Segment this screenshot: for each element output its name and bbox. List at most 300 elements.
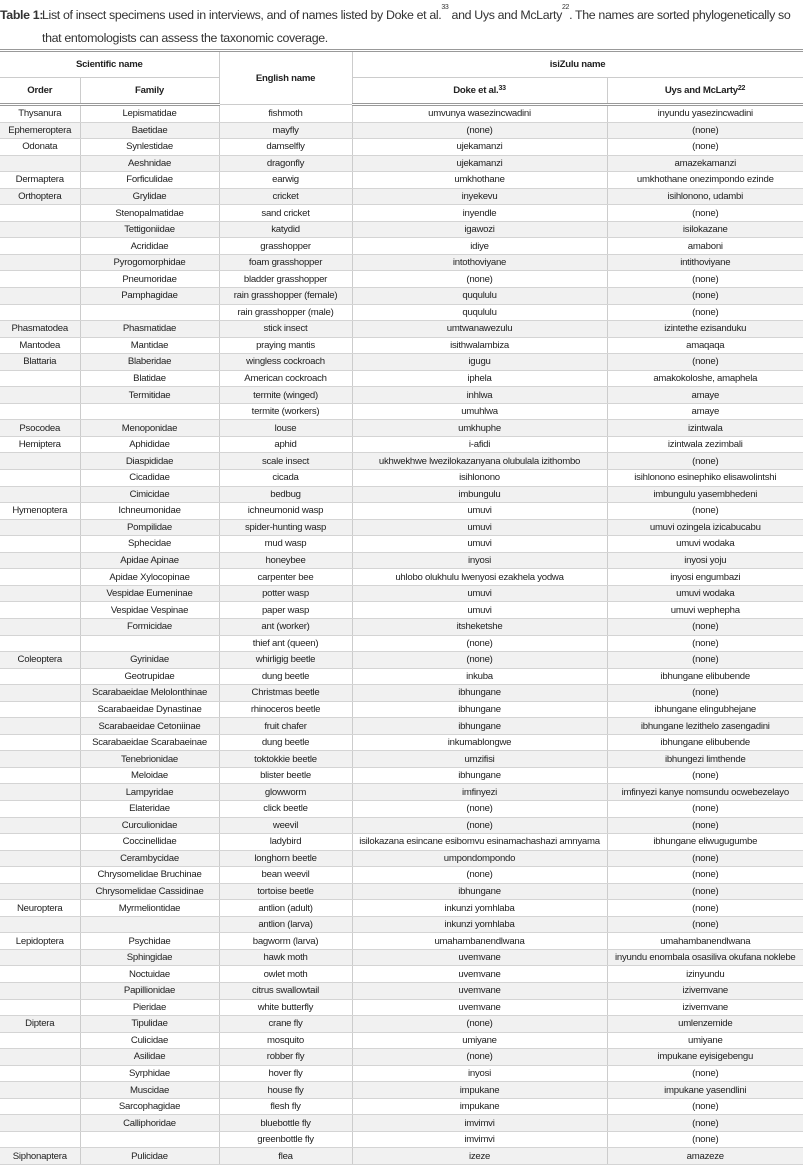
table-row <box>0 370 803 387</box>
cell-uys-name: amazekamanzi <box>607 155 803 172</box>
table-row <box>0 139 803 156</box>
cell-order <box>0 751 80 768</box>
cell-family: Chrysomelidae Bruchinae <box>80 867 219 884</box>
cell-uys-name: izivemvane <box>607 999 803 1016</box>
table-row <box>0 569 803 586</box>
cell-doke-name: igawozi <box>352 221 607 238</box>
table-row <box>0 1082 803 1099</box>
cell-uys-name: isihlonono, udambi <box>607 188 803 205</box>
cell-doke-name: (none) <box>352 1016 607 1033</box>
cell-english-name: bladder grasshopper <box>219 271 352 288</box>
table-row <box>0 321 803 338</box>
cell-doke-name: ibhungane <box>352 701 607 718</box>
cell-uys-name: (none) <box>607 122 803 139</box>
table-row <box>0 122 803 139</box>
cell-family: Asilidae <box>80 1049 219 1066</box>
cell-uys-name: umiyane <box>607 1032 803 1049</box>
cell-order <box>0 668 80 685</box>
table-row <box>0 221 803 238</box>
cell-doke-name: (none) <box>352 122 607 139</box>
cell-uys-name: inyosi yoju <box>607 552 803 569</box>
cell-uys-name: umuvi wodaka <box>607 536 803 553</box>
cell-uys-name: umuvi wephepha <box>607 602 803 619</box>
cell-doke-name: idiye <box>352 238 607 255</box>
cell-family: Myrmeliontidae <box>80 900 219 917</box>
cell-doke-name: umiyane <box>352 1032 607 1049</box>
table-row <box>0 1065 803 1082</box>
cell-uys-name: (none) <box>607 685 803 702</box>
cell-doke-name: ibhungane <box>352 685 607 702</box>
cell-doke-name: inkuba <box>352 668 607 685</box>
cell-family: Lepismatidae <box>80 105 219 123</box>
cell-family: Pompilidae <box>80 519 219 536</box>
cell-english-name: house fly <box>219 1082 352 1099</box>
table-row <box>0 238 803 255</box>
table-row <box>0 172 803 189</box>
cell-doke-name: umahambanendlwana <box>352 933 607 950</box>
cell-order: Hymenoptera <box>0 503 80 520</box>
cell-order <box>0 982 80 999</box>
table-row <box>0 205 803 222</box>
table-row <box>0 767 803 784</box>
cell-family <box>80 1131 219 1148</box>
cell-family: Apidae Xylocopinae <box>80 569 219 586</box>
header-family: Family <box>80 78 219 105</box>
table-row <box>0 403 803 420</box>
cell-order <box>0 685 80 702</box>
cell-order: Odonata <box>0 139 80 156</box>
cell-english-name: mud wasp <box>219 536 352 553</box>
table-row <box>0 602 803 619</box>
cell-family: Tenebrionidae <box>80 751 219 768</box>
cell-order <box>0 238 80 255</box>
cell-order <box>0 834 80 851</box>
cell-english-name: dragonfly <box>219 155 352 172</box>
table-row <box>0 817 803 834</box>
cell-uys-name: (none) <box>607 304 803 321</box>
table-row <box>0 784 803 801</box>
table-row <box>0 668 803 685</box>
cell-order <box>0 205 80 222</box>
header-scientific-name: Scientific name <box>0 51 219 78</box>
cell-doke-name: umtwanawezulu <box>352 321 607 338</box>
cell-family: Blaberidae <box>80 354 219 371</box>
table-row <box>0 635 803 652</box>
cell-doke-name: umuvi <box>352 519 607 536</box>
cell-doke-name: imvimvi <box>352 1131 607 1148</box>
table-row <box>0 420 803 437</box>
cell-doke-name: uvemvane <box>352 982 607 999</box>
cell-doke-name: (none) <box>352 635 607 652</box>
table-row <box>0 900 803 917</box>
cell-order <box>0 1032 80 1049</box>
cell-uys-name: umlenzemide <box>607 1016 803 1033</box>
cell-english-name: honeybee <box>219 552 352 569</box>
cell-order <box>0 767 80 784</box>
cell-uys-name: inyundu enombala osasiliva okufana noklebe <box>607 949 803 966</box>
cell-order <box>0 387 80 404</box>
cell-order: Blattaria <box>0 354 80 371</box>
cell-uys-name: ibhungezi limthende <box>607 751 803 768</box>
cell-order: Hemiptera <box>0 436 80 453</box>
cell-order: Coleoptera <box>0 652 80 669</box>
table-row <box>0 552 803 569</box>
cell-english-name: praying mantis <box>219 337 352 354</box>
table-row <box>0 1032 803 1049</box>
table-row <box>0 867 803 884</box>
cell-uys-name: amakokoloshe, amaphela <box>607 370 803 387</box>
table-row <box>0 519 803 536</box>
table-row <box>0 536 803 553</box>
cell-uys-name: ibhungane lezithelo zasengadini <box>607 718 803 735</box>
insect-names-table <box>0 49 803 1165</box>
cell-doke-name: inyosi <box>352 552 607 569</box>
cell-english-name: cricket <box>219 188 352 205</box>
table-row <box>0 188 803 205</box>
cell-family: Aeshnidae <box>80 155 219 172</box>
cell-uys-name: (none) <box>607 271 803 288</box>
cell-doke-name: uhlobo olukhulu lwenyosi ezakhela yodwa <box>352 569 607 586</box>
cell-english-name: aphid <box>219 436 352 453</box>
cell-english-name: thief ant (queen) <box>219 635 352 652</box>
cell-english-name: spider-hunting wasp <box>219 519 352 536</box>
table-row <box>0 453 803 470</box>
cell-family <box>80 635 219 652</box>
caption-text: List of insect specimens used in interviews, and of names listed by Doke et al. <box>42 8 442 22</box>
reference-superscript: 33 <box>441 4 449 11</box>
caption-text: and Uys and McLarty <box>448 8 562 22</box>
cell-family: Tettigoniidae <box>80 221 219 238</box>
cell-doke-name: umuvi <box>352 602 607 619</box>
cell-order <box>0 602 80 619</box>
table-row <box>0 288 803 305</box>
cell-english-name: katydid <box>219 221 352 238</box>
table-row <box>0 718 803 735</box>
table-row <box>0 486 803 503</box>
cell-doke-name: impukane <box>352 1098 607 1115</box>
cell-order: Dermaptera <box>0 172 80 189</box>
cell-english-name: mosquito <box>219 1032 352 1049</box>
cell-order: Orthoptera <box>0 188 80 205</box>
cell-english-name: scale insect <box>219 453 352 470</box>
cell-uys-name: impukane yasendlini <box>607 1082 803 1099</box>
cell-english-name: sand cricket <box>219 205 352 222</box>
cell-family: Tipulidae <box>80 1016 219 1033</box>
table-row <box>0 1131 803 1148</box>
cell-english-name: flesh fly <box>219 1098 352 1115</box>
table-row <box>0 271 803 288</box>
table-row <box>0 436 803 453</box>
cell-family: Blatidae <box>80 370 219 387</box>
cell-english-name: fishmoth <box>219 105 352 123</box>
cell-order <box>0 254 80 271</box>
cell-doke-name: (none) <box>352 271 607 288</box>
cell-family: Pulicidae <box>80 1148 219 1165</box>
cell-order <box>0 453 80 470</box>
table-row <box>0 734 803 751</box>
table-row <box>0 701 803 718</box>
cell-english-name: carpenter bee <box>219 569 352 586</box>
cell-order <box>0 734 80 751</box>
cell-order <box>0 916 80 933</box>
cell-english-name: ladybird <box>219 834 352 851</box>
cell-uys-name: impukane eyisigebengu <box>607 1049 803 1066</box>
cell-doke-name: inkunzi yomhlaba <box>352 900 607 917</box>
cell-family <box>80 304 219 321</box>
cell-doke-name: itsheketshe <box>352 618 607 635</box>
caption-text-line1 <box>42 4 790 27</box>
cell-order <box>0 585 80 602</box>
cell-order: Psocodea <box>0 420 80 437</box>
header-isizulu-name: isiZulu name <box>352 51 803 78</box>
cell-doke-name: quqululu <box>352 288 607 305</box>
cell-doke-name: quqululu <box>352 304 607 321</box>
cell-family: Noctuidae <box>80 966 219 983</box>
cell-order <box>0 718 80 735</box>
cell-family: Ichneumonidae <box>80 503 219 520</box>
cell-english-name: bagworm (larva) <box>219 933 352 950</box>
cell-uys-name: amaboni <box>607 238 803 255</box>
cell-family: Cicadidae <box>80 470 219 487</box>
table-row <box>0 304 803 321</box>
cell-english-name: rhinoceros beetle <box>219 701 352 718</box>
cell-uys-name: isihlonono esinephiko elisawolintshi <box>607 470 803 487</box>
cell-uys-name: (none) <box>607 618 803 635</box>
cell-family: Mantidae <box>80 337 219 354</box>
cell-order <box>0 1115 80 1132</box>
cell-uys-name: umahambanendlwana <box>607 933 803 950</box>
cell-family: Termitidae <box>80 387 219 404</box>
cell-order <box>0 519 80 536</box>
cell-doke-name: umpondompondo <box>352 850 607 867</box>
cell-uys-name: (none) <box>607 652 803 669</box>
table-row <box>0 751 803 768</box>
cell-uys-name: izintwala <box>607 420 803 437</box>
cell-order <box>0 304 80 321</box>
cell-family: Gyrinidae <box>80 652 219 669</box>
cell-order: Siphonaptera <box>0 1148 80 1165</box>
table-row <box>0 337 803 354</box>
cell-family: Scarabaeidae Dynastinae <box>80 701 219 718</box>
cell-doke-name: umuvi <box>352 536 607 553</box>
cell-doke-name: umuvi <box>352 585 607 602</box>
cell-uys-name: (none) <box>607 916 803 933</box>
cell-uys-name: izivemvane <box>607 982 803 999</box>
caption-label: Table 1: <box>0 8 44 22</box>
cell-english-name: damselfly <box>219 139 352 156</box>
cell-order: Mantodea <box>0 337 80 354</box>
cell-english-name: citrus swallowtail <box>219 982 352 999</box>
cell-order <box>0 1065 80 1082</box>
caption-text-line2: that entomologists can assess the taxonomic coverage. <box>42 31 328 45</box>
header-english-name: English name <box>219 51 352 105</box>
cell-family: Muscidae <box>80 1082 219 1099</box>
cell-family: Pneumoridae <box>80 271 219 288</box>
cell-english-name: stick insect <box>219 321 352 338</box>
cell-uys-name: (none) <box>607 1115 803 1132</box>
cell-order <box>0 966 80 983</box>
cell-order <box>0 784 80 801</box>
table-row <box>0 966 803 983</box>
cell-doke-name: uvemvane <box>352 999 607 1016</box>
table-row <box>0 933 803 950</box>
cell-doke-name: inyosi <box>352 1065 607 1082</box>
cell-order <box>0 552 80 569</box>
cell-family: Scarabaeidae Cetoniinae <box>80 718 219 735</box>
cell-doke-name: ibhungane <box>352 718 607 735</box>
header-order: Order <box>0 78 80 105</box>
cell-uys-name: umuvi wodaka <box>607 585 803 602</box>
cell-order <box>0 867 80 884</box>
cell-english-name: paper wasp <box>219 602 352 619</box>
cell-doke-name: imvimvi <box>352 1115 607 1132</box>
cell-english-name: tortoise beetle <box>219 883 352 900</box>
cell-uys-name: (none) <box>607 139 803 156</box>
cell-uys-name: izintwala zezimbali <box>607 436 803 453</box>
cell-family: Scarabaeidae Melolonthinae <box>80 685 219 702</box>
cell-doke-name: izeze <box>352 1148 607 1165</box>
cell-uys-name: (none) <box>607 1065 803 1082</box>
cell-doke-name: igugu <box>352 354 607 371</box>
cell-doke-name: ukhwekhwe lwezilokazanyana olubulala izithombo <box>352 453 607 470</box>
cell-order <box>0 288 80 305</box>
cell-family: Menoponidae <box>80 420 219 437</box>
cell-family: Papillionidae <box>80 982 219 999</box>
cell-english-name: robber fly <box>219 1049 352 1066</box>
cell-order <box>0 470 80 487</box>
cell-english-name: glowworm <box>219 784 352 801</box>
cell-english-name: wingless cockroach <box>219 354 352 371</box>
cell-doke-name: isihlonono <box>352 470 607 487</box>
table-row <box>0 834 803 851</box>
table-row <box>0 470 803 487</box>
cell-doke-name: umkhothane <box>352 172 607 189</box>
table-row <box>0 354 803 371</box>
cell-family: Pieridae <box>80 999 219 1016</box>
cell-family: Vespidae Vespinae <box>80 602 219 619</box>
cell-uys-name: (none) <box>607 635 803 652</box>
cell-uys-name: ibhungane elibubende <box>607 734 803 751</box>
table-row <box>0 1115 803 1132</box>
cell-doke-name: uvemvane <box>352 966 607 983</box>
cell-family: Coccinellidae <box>80 834 219 851</box>
table-row <box>0 883 803 900</box>
cell-family: Chrysomelidae Cassidinae <box>80 883 219 900</box>
cell-english-name: dung beetle <box>219 668 352 685</box>
cell-uys-name: (none) <box>607 850 803 867</box>
table-row <box>0 1098 803 1115</box>
cell-family: Vespidae Eumeninae <box>80 585 219 602</box>
cell-english-name: click beetle <box>219 800 352 817</box>
cell-english-name: rain grasshopper (male) <box>219 304 352 321</box>
cell-doke-name: inyendle <box>352 205 607 222</box>
table-row <box>0 916 803 933</box>
cell-family: Culicidae <box>80 1032 219 1049</box>
cell-uys-name: izinyundu <box>607 966 803 983</box>
cell-family: Grylidae <box>80 188 219 205</box>
cell-order: Ephemeroptera <box>0 122 80 139</box>
cell-family: Diaspididae <box>80 453 219 470</box>
cell-english-name: bean weevil <box>219 867 352 884</box>
cell-english-name: earwig <box>219 172 352 189</box>
cell-uys-name: amaqaqa <box>607 337 803 354</box>
cell-uys-name: isilokazane <box>607 221 803 238</box>
cell-english-name: termite (workers) <box>219 403 352 420</box>
cell-order <box>0 817 80 834</box>
cell-order <box>0 701 80 718</box>
cell-doke-name: (none) <box>352 817 607 834</box>
table-row <box>0 685 803 702</box>
cell-english-name: cicada <box>219 470 352 487</box>
cell-english-name: grasshopper <box>219 238 352 255</box>
cell-english-name: fruit chafer <box>219 718 352 735</box>
cell-family: Sarcophagidae <box>80 1098 219 1115</box>
table-row <box>0 949 803 966</box>
caption-text: . The names are sorted phylogenetically so <box>569 8 791 22</box>
cell-doke-name: umvunya wasezincwadini <box>352 105 607 123</box>
cell-family: Geotrupidae <box>80 668 219 685</box>
cell-doke-name: (none) <box>352 652 607 669</box>
cell-order: Lepidoptera <box>0 933 80 950</box>
cell-order <box>0 486 80 503</box>
cell-uys-name: (none) <box>607 883 803 900</box>
cell-order <box>0 569 80 586</box>
cell-english-name: owlet moth <box>219 966 352 983</box>
cell-english-name: rain grasshopper (female) <box>219 288 352 305</box>
cell-family: Meloidae <box>80 767 219 784</box>
header-uys-label: Uys and McLarty <box>664 85 738 96</box>
cell-uys-name: (none) <box>607 900 803 917</box>
cell-doke-name: i-afidi <box>352 436 607 453</box>
cell-uys-name: ibhungane elibubende <box>607 668 803 685</box>
cell-uys-name: izintethe ezisanduku <box>607 321 803 338</box>
cell-uys-name: imbungulu yasembhedeni <box>607 486 803 503</box>
cell-family: Phasmatidae <box>80 321 219 338</box>
cell-doke-name: inhlwa <box>352 387 607 404</box>
cell-english-name: ant (worker) <box>219 618 352 635</box>
table-row <box>0 1049 803 1066</box>
table-body <box>0 105 803 1165</box>
cell-english-name: flea <box>219 1148 352 1165</box>
cell-doke-name: umkhuphe <box>352 420 607 437</box>
cell-order <box>0 1098 80 1115</box>
cell-english-name: longhorn beetle <box>219 850 352 867</box>
header-uys <box>607 78 803 105</box>
cell-family: Baetidae <box>80 122 219 139</box>
cell-order <box>0 536 80 553</box>
cell-order <box>0 221 80 238</box>
cell-english-name: Christmas beetle <box>219 685 352 702</box>
reference-superscript: 33 <box>498 85 506 92</box>
cell-order <box>0 1049 80 1066</box>
cell-family: Apidae Apinae <box>80 552 219 569</box>
cell-family: Pamphagidae <box>80 288 219 305</box>
cell-uys-name: (none) <box>607 503 803 520</box>
cell-family: Pyrogomorphidae <box>80 254 219 271</box>
cell-doke-name: imfinyezi <box>352 784 607 801</box>
cell-order <box>0 618 80 635</box>
cell-doke-name: inyekevu <box>352 188 607 205</box>
cell-doke-name: ujekamanzi <box>352 155 607 172</box>
cell-order <box>0 1131 80 1148</box>
cell-family: Syrphidae <box>80 1065 219 1082</box>
cell-family: Psychidae <box>80 933 219 950</box>
cell-english-name: blister beetle <box>219 767 352 784</box>
cell-uys-name: ibhungane elingubhejane <box>607 701 803 718</box>
cell-english-name: white butterfly <box>219 999 352 1016</box>
cell-english-name: greenbottle fly <box>219 1131 352 1148</box>
cell-order <box>0 949 80 966</box>
